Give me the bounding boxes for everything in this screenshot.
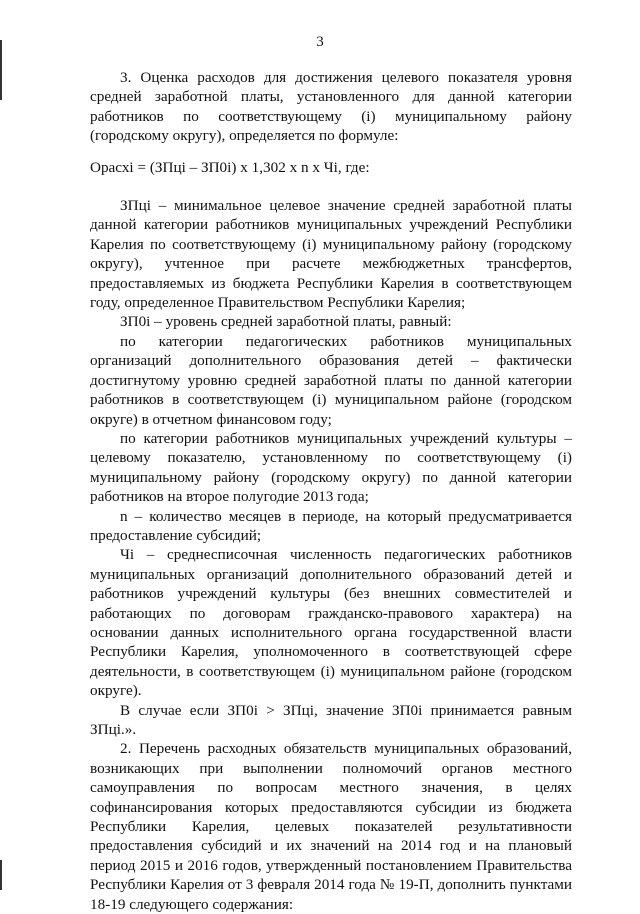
paragraph-target-salary: ЗПцi – минимальное целевое значение средней заработной платы данной категории работников муниципальных учреждений Республики Карелия по соответствующему (i) муниципальному району (городскому округу), учтенное при расчете межбюджетных трансфертов, предоставляемых из бюджета Республики Карелия в соответствующем году, определенное Правительством Республики Карелия; <box>90 197 572 312</box>
formula: Орасхi = (ЗПцi – ЗП0i) x 1,302 x n x Чi, где: <box>90 158 370 176</box>
page-number: 3 <box>316 34 324 50</box>
paragraph-salary-level: ЗП0i – уровень средней заработной платы, равный: <box>120 313 452 331</box>
paragraph-condition: В случае если ЗП0i > ЗПцi, значение ЗП0i принимается равным ЗПцi.». <box>90 701 572 738</box>
document-body <box>90 68 572 914</box>
scan-edge-mark <box>0 860 2 890</box>
paragraph-obligations-list: 2. Перечень расходных обязательств муниципальных образований, возникающих при выполнении полномочий органов местного самоуправления по вопросам местного значения, в целях софинансирования которых предоставляются субсидии из бюджета Республики Карелия, целевых показателей результативности предоставления субсидий и их значений на 2014 год и на плановый период 2015 и 2016 годов, утвержденный постановлением Правительства Республики Карелия от 3 февраля 2014 года № 19-П, дополнить пунктами 18-19 следующего содержания: <box>90 740 572 913</box>
paragraph-months: n – количество месяцев в периоде, на который предусматривается предоставление субсидий; <box>90 507 572 544</box>
paragraph-culture-workers: по категории работников муниципальных учреждений культуры – целевому показателю, установленному по соответствующему (i) муниципальному району (городскому округу) по данной категории работников на второе полугодие 2013 года; <box>90 429 572 506</box>
paragraph-teachers: по категории педагогических работников муниципальных организаций дополнительного образования детей – фактически достигнутому уровню средней заработной платы по данной категории работников в соответствующем (i) муниципальном районе (городском округе) в отчетном финансовом году; <box>90 332 572 428</box>
paragraph-headcount: Чi – среднесписочная численность педагогических работников муниципальных организаций дополнительного образований детей и работников учреждений культуры (без внешних совместителей и работающих по договорам гражданско-правового характера) на основании данных исполнительного органа государственной власти Республики Карелия, уполномоченного в соответствующей сфере деятельности, в соответствующем (i) муниципальном районе (городском округе). <box>90 546 572 700</box>
paragraph-cost-estimate: 3. Оценка расходов для достижения целевого показателя уровня средней заработной платы, установленного для данной категории работников по соответствующему (i) муниципальному району (городскому округу), определяется по формуле: <box>90 69 572 145</box>
